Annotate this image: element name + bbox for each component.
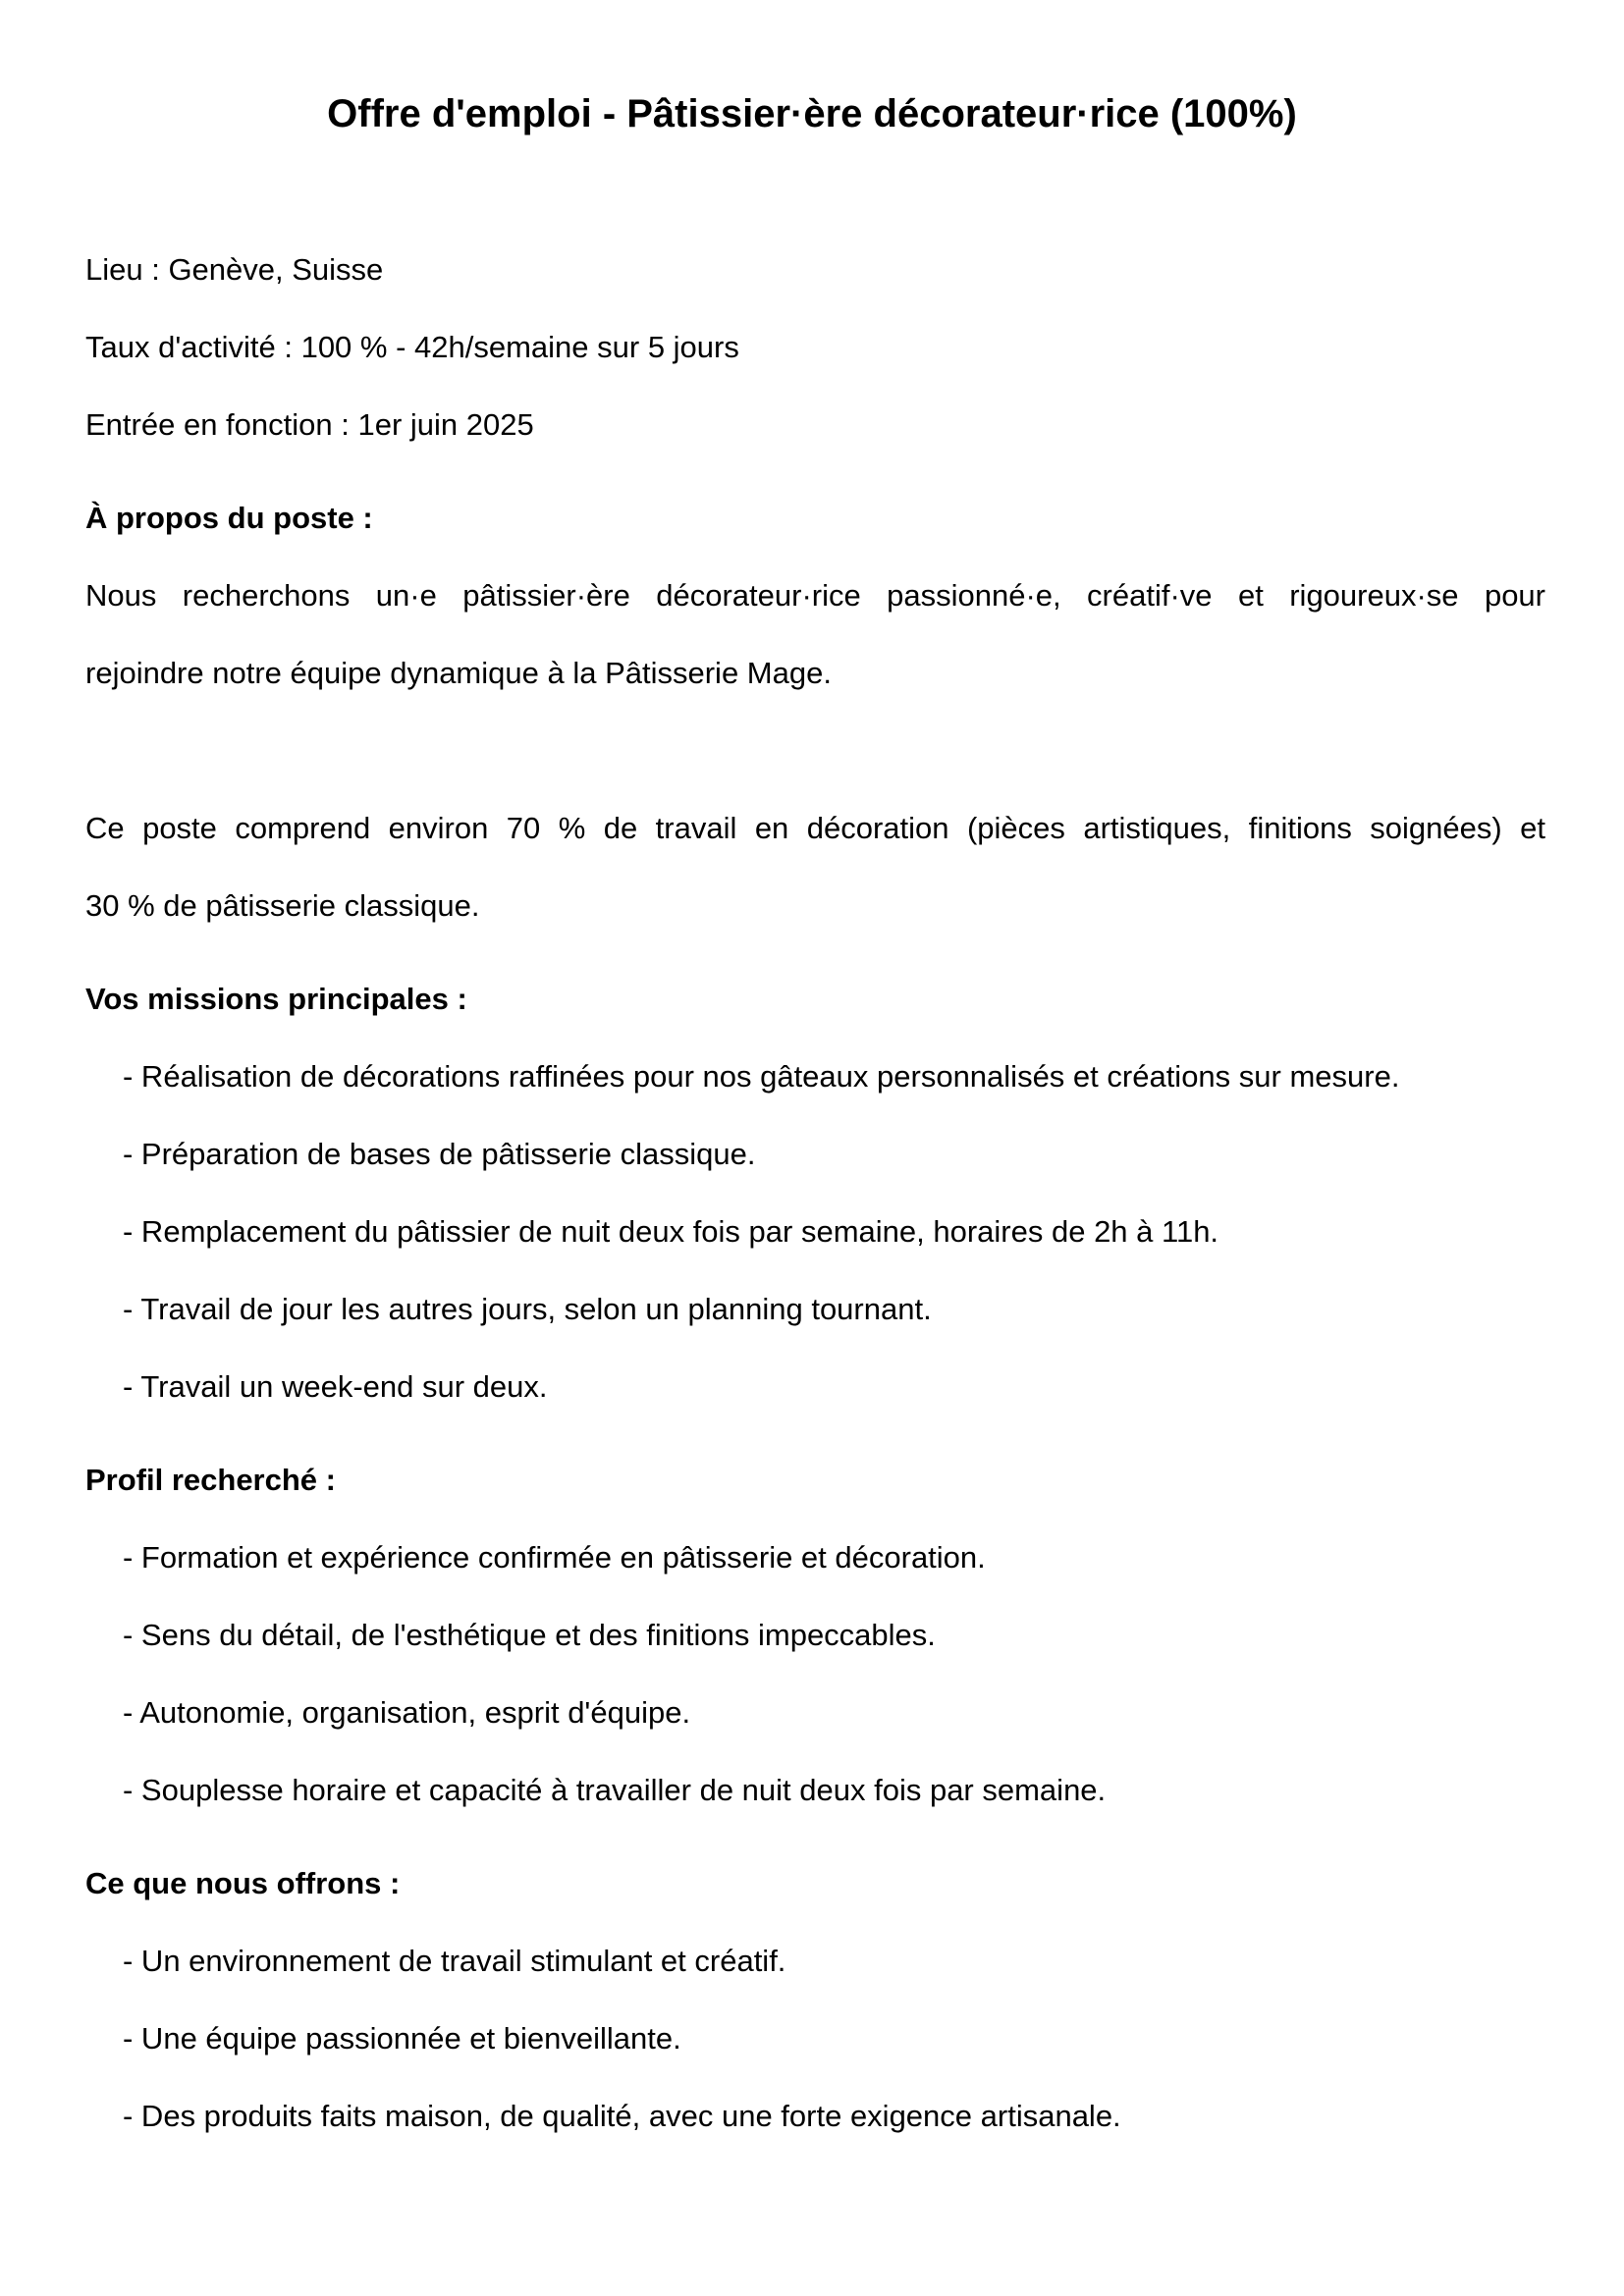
profil-item: - Formation et expérience confirmée en pâtisserie et décoration.: [123, 1540, 986, 1575]
about-paragraph-2-line-1: Ce poste comprend environ 70 % de travail en décoration (pièces artistiques, finitions soignées) et: [85, 811, 1545, 845]
missions-item: - Travail un week-end sur deux.: [123, 1369, 548, 1404]
info-lieu: Lieu : Genève, Suisse: [85, 252, 384, 287]
missions-item: - Préparation de bases de pâtisserie classique.: [123, 1137, 756, 1171]
profil-item: - Souplesse horaire et capacité à travailler de nuit deux fois par semaine.: [123, 1773, 1107, 1807]
about-paragraph-1-line-2: rejoindre notre équipe dynamique à la Pâtisserie Mage.: [85, 656, 832, 690]
missions-heading: Vos missions principales :: [85, 982, 467, 1016]
offre-item: - Un environnement de travail stimulant et créatif.: [123, 1944, 786, 1978]
page-title: Offre d'emploi - Pâtissier·ère décorateur·rice (100%): [327, 92, 1297, 135]
offre-item: - Une équipe passionnée et bienveillante.: [123, 2021, 681, 2056]
profil-item: - Autonomie, organisation, esprit d'équipe.: [123, 1695, 691, 1730]
missions-item: - Réalisation de décorations raffinées pour nos gâteaux personnalisés et créations sur mesure.: [123, 1059, 1400, 1094]
missions-item: - Remplacement du pâtissier de nuit deux fois par semaine, horaires de 2h à 11h.: [123, 1214, 1219, 1249]
about-paragraph-2-line-2: 30 % de pâtisserie classique.: [85, 888, 480, 923]
missions-item: - Travail de jour les autres jours, selon un planning tournant.: [123, 1292, 932, 1326]
profil-item: - Sens du détail, de l'esthétique et des finitions impeccables.: [123, 1618, 936, 1652]
offre-item: - Des produits faits maison, de qualité, avec une forte exigence artisanale.: [123, 2099, 1121, 2133]
offre-heading: Ce que nous offrons :: [85, 1866, 401, 1900]
info-entree: Entrée en fonction : 1er juin 2025: [85, 407, 534, 442]
about-heading: À propos du poste :: [85, 501, 373, 535]
about-paragraph-1-line-1: Nous recherchons un·e pâtissier·ère décorateur·rice passionné·e, créatif·ve et rigoureux·se pour: [85, 578, 1545, 613]
info-taux: Taux d'activité : 100 % - 42h/semaine sur 5 jours: [85, 330, 739, 364]
profil-heading: Profil recherché :: [85, 1463, 336, 1497]
